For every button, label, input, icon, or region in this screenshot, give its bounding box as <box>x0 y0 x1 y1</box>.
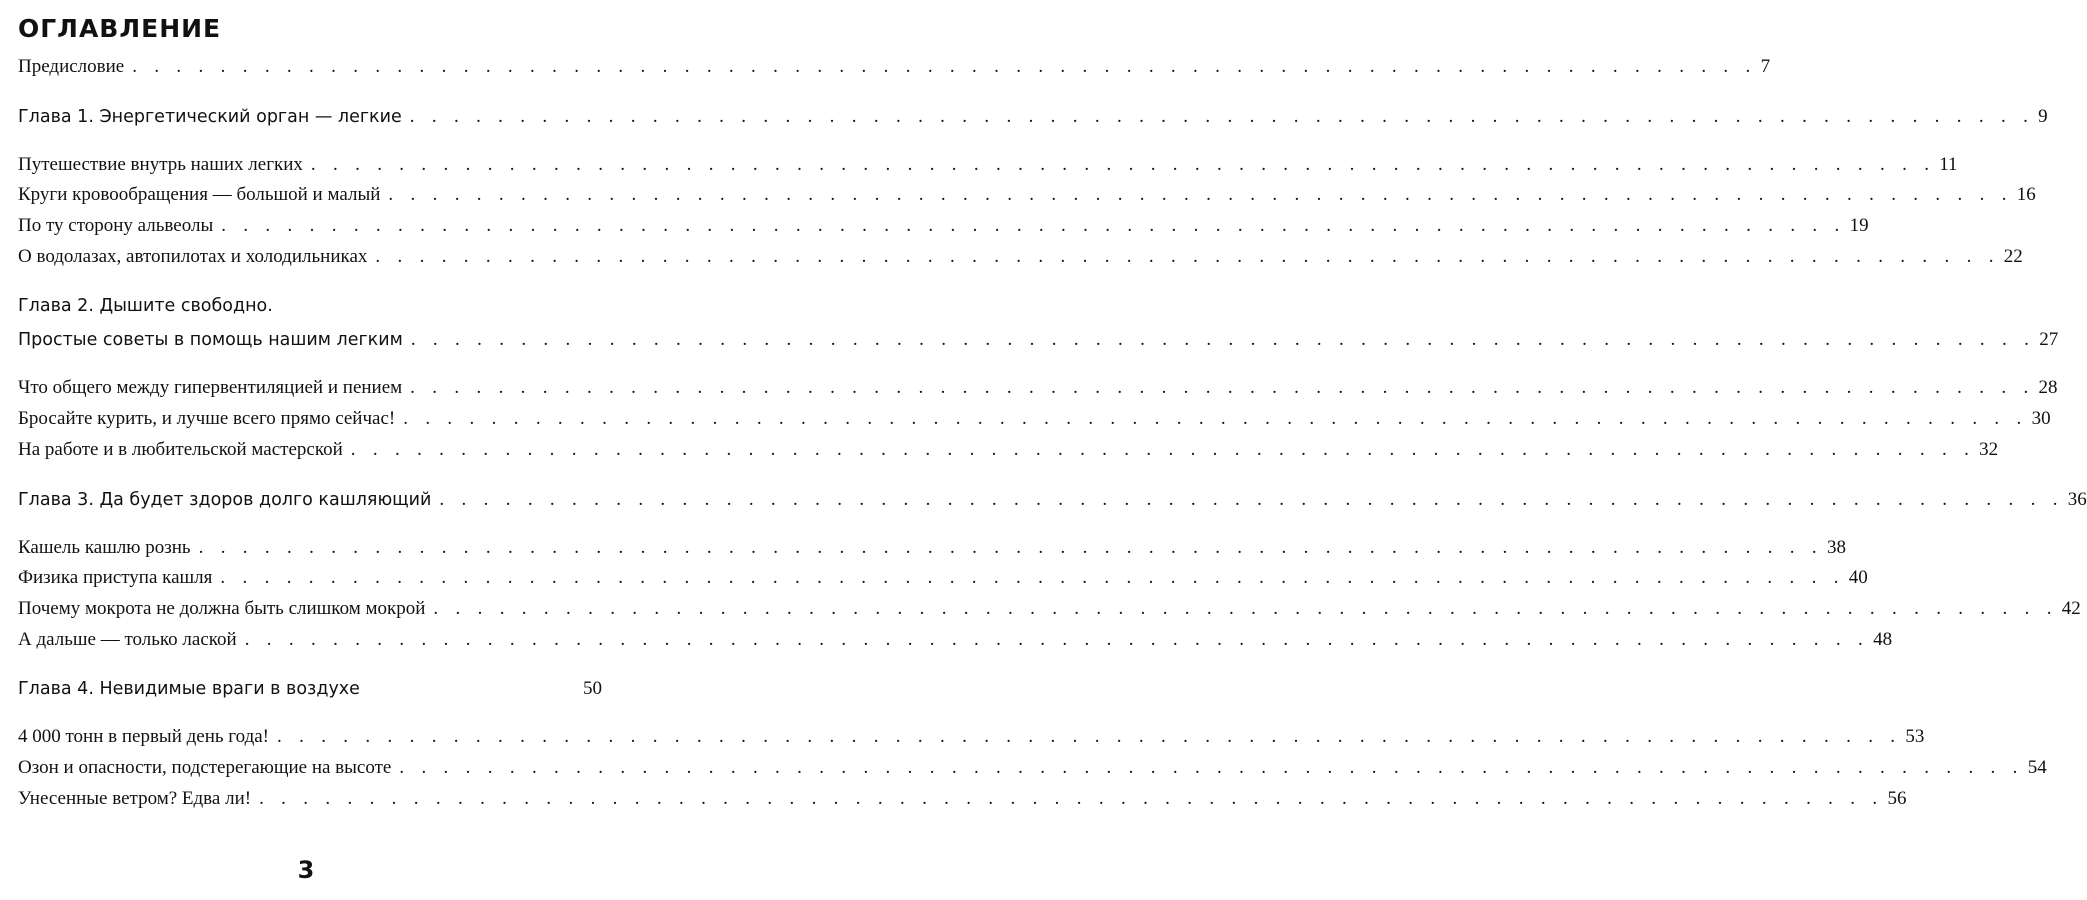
toc-entry <box>18 435 1999 466</box>
page-number: 54 <box>2027 756 2047 778</box>
page-title: ОГЛАВЛЕНИЕ <box>18 14 222 43</box>
toc-entry <box>18 242 2023 273</box>
toc-entry <box>18 753 2047 784</box>
dot-leader: . . . . . . . . . . . . . . . . . . . . . . . . . . . . . . . . . . . . . . . . . . . . . . . . . . . . . . . . . . . . . . . . . . . . . . . . . . <box>221 215 1846 237</box>
page-number: 56 <box>1887 787 1907 809</box>
toc-entry <box>18 722 1925 753</box>
entry-title: Путешествие внутрь наших легких <box>18 153 303 175</box>
toc-chapter-1 <box>18 100 2048 134</box>
toc-chapter-2-line-1: Глава 2. Дышите свободно. <box>18 296 273 317</box>
page-number: 32 <box>1979 438 1999 460</box>
dot-leader: . . . . . . . . . . . . . . . . . . . . . . . . . . . . . . . . . . . . . . . . . . . . . . . . . . . . . . . . . . . . . . . . . . . . . . . . . . <box>433 597 2058 619</box>
dot-leader: . . . . . . . . . . . . . . . . . . . . . . . . . . . . . . . . . . . . . . . . . . . . . . . . . . . . . . . . . . . . . . . . . . . . . . . . . . <box>132 56 1757 77</box>
dot-leader: . . . . . . . . . . . . . . . . . . . . . . . . . . . . . . . . . . . . . . . . . . . . . . . . . . . . . . . . . . . . . . . . . . . . . . . . . . <box>259 787 1884 809</box>
entry-title: Круги кровообращения — большой и малый <box>18 184 381 206</box>
page-number: 9 <box>2038 105 2048 127</box>
toc-entry <box>18 404 2051 435</box>
entry-title: Что общего между гипервентиляцией и пением <box>18 377 403 399</box>
dot-leader: . . . . . . . . . . . . . . . . . . . . . . . . . . . . . . . . . . . . . . . . . . . . . . . . . . . . . . . . . . . . . . . . . . . . . . . . . . <box>375 245 2000 267</box>
chapter-title: Глава 3. Да будет здоров долго кашляющий <box>18 489 432 510</box>
chapter-title: Глава 4. Невидимые враги в воздухе <box>18 679 360 700</box>
dot-leader: . . . . . . . . . . . . . . . . . . . . . . . . . . . . . . . . . . . . . . . . . . . . . . . . . . . . . . . . . . . . . . . . . . . . . . . . . . <box>388 184 2013 206</box>
page-number: 27 <box>2039 329 2059 351</box>
entry-title: Физика приступа кашля <box>18 567 213 589</box>
toc-entry <box>18 594 2081 625</box>
entry-title: О водолазах, автопилотах и холодильниках <box>18 245 368 267</box>
toc-entry <box>18 150 1958 181</box>
entry-title: Предисловие <box>18 56 125 77</box>
dot-leader: . . . . . . . . . . . . . . . . . . . . . . . . . . . . . . . . . . . . . . . . . . . . . . . . . . . . . . . . . . . . . . . . . . . . . . . . . . <box>310 153 1936 175</box>
page-number: 48 <box>1873 628 1893 650</box>
page-number: 36 <box>2067 488 2087 510</box>
toc-chapter-2 <box>18 323 2059 357</box>
toc-entry-preface <box>18 52 1771 83</box>
page-number: 50 <box>583 678 602 700</box>
toc-entry <box>18 784 1907 815</box>
page-number: 40 <box>1848 567 1868 589</box>
toc-chapter-3 <box>18 483 2087 517</box>
entry-title: По ту сторону альвеолы <box>18 215 214 237</box>
toc-entry <box>18 373 2058 404</box>
toc-entry <box>18 563 1868 594</box>
dot-leader: . . . . . . . . . . . . . . . . . . . . . . . . . . . . . . . . . . . . . . . . . . . . . . . . . . . . . . . . . . . . . . . . . . . . . . . . . . <box>220 567 1845 589</box>
page-number: 7 <box>1760 56 1771 77</box>
dot-leader: . . . . . . . . . . . . . . . . . . . . . . . . . . . . . . . . . . . . . . . . . . . . . . . . . . . . . . . . . . . . . . . . . . . . . . . . . . <box>439 488 2064 510</box>
page-number: 53 <box>1905 726 1925 748</box>
entry-title: А дальше — только лаской <box>18 628 237 650</box>
entry-title: Кашель кашлю рознь <box>18 536 191 558</box>
page-number: 38 <box>1826 536 1846 558</box>
entry-title: Озон и опасности, подстерегающие на высоте <box>18 756 392 778</box>
toc-entry <box>18 211 1869 242</box>
dot-leader: . . . . . . . . . . . . . . . . . . . . . . . . . . . . . . . . . . . . . . . . . . . . . . . . . . . . . . . . . . . . . . . . . . . . . . . . . . <box>244 628 1870 650</box>
toc-entry <box>18 180 2036 211</box>
toc-entry <box>18 625 1893 656</box>
toc-chapter-4 <box>18 672 602 706</box>
entry-title: На работе и в любительской мастерской <box>18 438 343 460</box>
entry-title: Бросайте курить, и лучше всего прямо сейчас! <box>18 408 396 430</box>
dot-leader: . . . . . . . . . . . . . . . . . . . . . . . . . . . . . . . . . . . . . . . . . . . . . . . . . . . . . . . . . . . . . . . . . . . . . . . . . . <box>410 377 2035 399</box>
dot-leader: . . . . . . . . . . . . . . . . . . . . . . . . . . . . . . . . . . . . . . . . . . . . . . . . . . . . . . . . . . . . . . . . . . . . . . . . . . <box>409 105 2035 127</box>
dot-leader: . . . . . . . . . . . . . . . . . . . . . . . . . . . . . . . . . . . . . . . . . . . . . . . . . . . . . . . . . . . . . . . . . . . . . . . . . . <box>399 756 2024 778</box>
dot-leader: . . . . . . . . . . . . . . . . . . . . . . . . . . . . . . . . . . . . . . . . . . . . . . . . . . . . . . . . . . . . . . . . . . . . . . . . . . <box>277 726 1902 748</box>
dot-leader: . . . . . . . . . . . . . . . . . . . . . . . . . . . . . . . . . . . . . . . . . . . . . . . . . . . . . . . . . . . . . . . . . . . . . . . . . . <box>403 408 2028 430</box>
page-folio: 3 <box>297 856 315 884</box>
entry-title: Почему мокрота не должна быть слишком мокрой <box>18 597 426 619</box>
page-number: 16 <box>2016 184 2036 206</box>
entry-title: Унесенные ветром? Едва ли! <box>18 787 252 809</box>
page-number: 22 <box>2003 245 2023 267</box>
page-number: 11 <box>1939 153 1958 175</box>
dot-leader: . . . . . . . . . . . . . . . . . . . . . . . . . . . . . . . . . . . . . . . . . . . . . . . . . . . . . . . . . . . . . . . . . . . . . . . . . . <box>350 438 1976 460</box>
page-number: 28 <box>2038 377 2058 399</box>
toc-entry <box>18 533 1846 564</box>
page-number: 42 <box>2061 597 2081 619</box>
chapter-title: Простые советы в помощь нашим легким <box>18 330 403 351</box>
chapter-title: Глава 1. Энергетический орган — легкие <box>18 106 402 127</box>
toc-page <box>18 8 2087 888</box>
page-number: 19 <box>1849 215 1869 237</box>
dot-leader: . . . . . . . . . . . . . . . . . . . . . . . . . . . . . . . . . . . . . . . . . . . . . . . . . . . . . . . . . . . . . . . . . . . . . . . . . . <box>410 329 2036 351</box>
page-number: 30 <box>2031 408 2051 430</box>
entry-title: 4 000 тонн в первый день года! <box>18 726 269 748</box>
dot-leader: . . . . . . . . . . . . . . . . . . . . . . . . . . . . . . . . . . . . . . . . . . . . . . . . . . . . . . . . . . . . . . . . . . . . . . . . . . <box>198 536 1823 558</box>
